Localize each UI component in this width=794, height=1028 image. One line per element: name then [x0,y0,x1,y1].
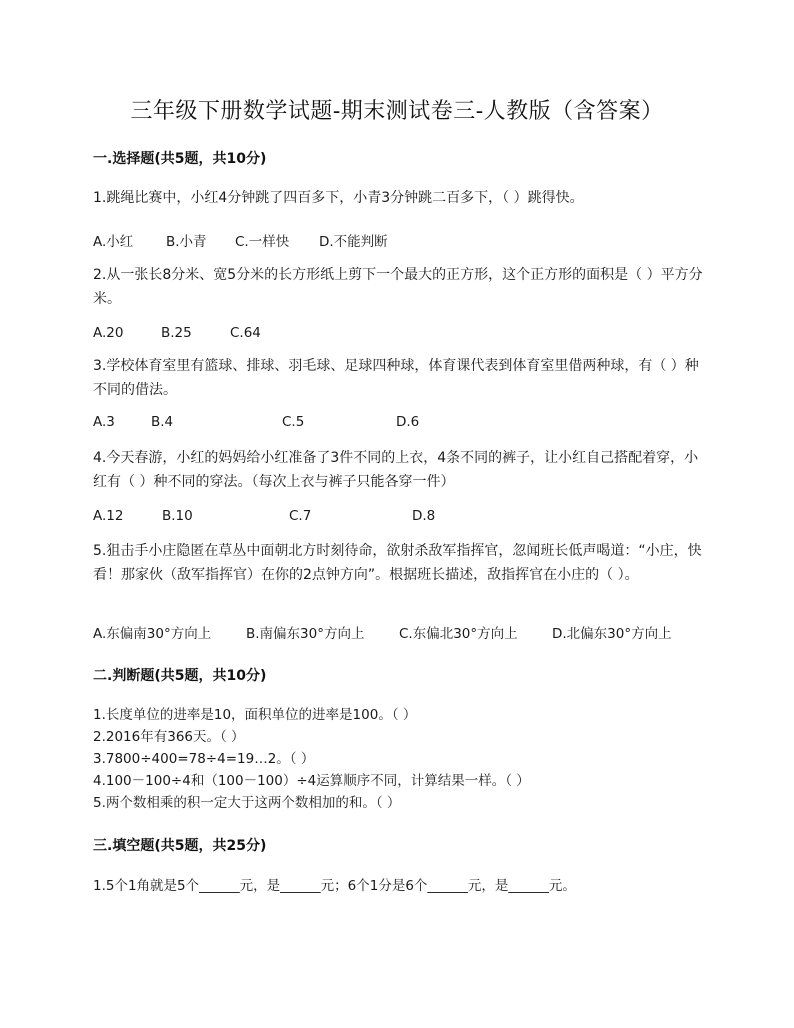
option-c: C.一样快 [235,234,290,250]
option-b: B.南偏东30°方向上 [246,626,365,642]
question-4: 4.今天春游，小红的妈妈给小红准备了3件不同的上衣，4条不同的裤子，让小红自己搭配着穿，小红有（ ）种不同的穿法。（每次上衣与裤子只能各穿一件） [93,450,699,490]
option-b: B.4 [151,414,174,430]
question-2: 2.从一张长8分米、宽5分米的长方形纸上剪下一个最大的正方形，这个正方形的面积是（ ）平方分米。 [93,267,703,307]
option-d: D.8 [412,508,436,524]
section-heading-fill-blank: 三.填空题(共5题，共25分) [93,838,267,854]
list-item: 1.5个1角就是5个______元，是______元；6个1分是6个______元，是______元。 [93,878,576,894]
option-c: C.64 [230,325,261,341]
option-a: A.东偏南30°方向上 [93,626,212,642]
list-item: 4.100－100÷4和（100－100）÷4运算顺序不同，计算结果一样。（ ） [93,773,530,789]
option-d: D.北偏东30°方向上 [552,626,672,642]
option-a: A.3 [93,414,115,430]
option-c: C.5 [282,414,305,430]
option-a: A.20 [93,325,124,341]
option-b: B.25 [161,325,192,341]
option-b: B.小青 [166,234,207,250]
question-5: 5.狙击手小庄隐匿在草丛中面朝北方时刻待命，欲射杀敌军指挥官，忽闻班长低声喝道：“小庄，快看！那家伙（敌军指挥官）在你的2点钟方向”。根据班长描述，敌指挥官在小庄的（ ）。 [93,543,702,583]
option-d: D.不能判断 [319,234,388,250]
option-b: B.10 [162,508,193,524]
list-item: 5.两个数相乘的积一定大于这两个数相加的和。（ ） [93,795,401,811]
question-1: 1.跳绳比赛中，小红4分钟跳了四百多下，小青3分钟跳二百多下，（ ）跳得快。 [93,190,584,206]
option-c: C.7 [289,508,312,524]
option-d: D.6 [396,414,420,430]
section-heading-choice: 一.选择题(共5题，共10分) [93,151,267,167]
question-3: 3.学校体育室里有篮球、排球、羽毛球、足球四种球，体育课代表到体育室里借两种球，有（ ）种不同的借法。 [93,358,699,398]
list-item: 2.2016年有366天。（ ） [93,729,245,745]
option-c: C.东偏北30°方向上 [399,626,518,642]
option-a: A.12 [93,508,124,524]
fill-blank-list [93,875,576,897]
judgement-list [93,704,530,814]
page-title: 三年级下册数学试题-期末测试卷三-人教版（含答案） [130,99,664,124]
section-heading-judgement: 二.判断题(共5题，共10分) [93,668,267,684]
list-item: 1.长度单位的进率是10，面积单位的进率是100。（ ） [93,707,417,723]
list-item: 3.7800÷400=78÷4=19…2。（ ） [93,751,315,767]
option-a: A.小红 [93,234,134,250]
